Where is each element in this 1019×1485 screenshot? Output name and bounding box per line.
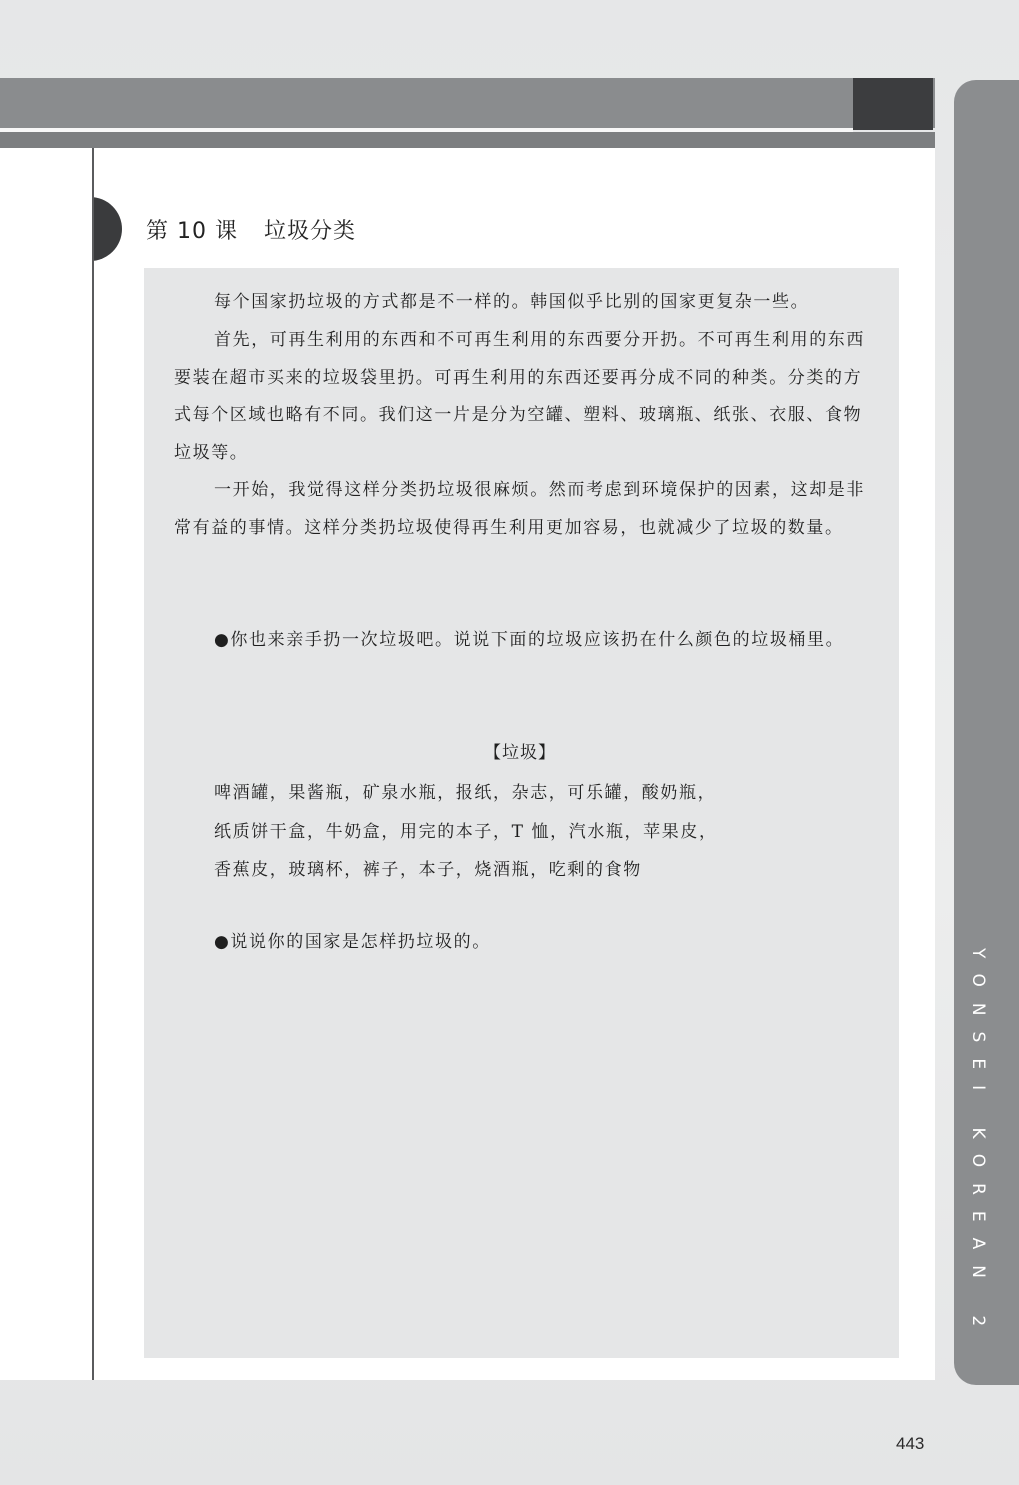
margin-line — [92, 148, 94, 1380]
lesson-number: 第 10 课 — [146, 219, 238, 244]
lesson-title — [146, 214, 356, 245]
task-prompt-1: ●你也来亲手扔一次垃圾吧。说说下面的垃圾应该扔在什么颜色的垃圾桶里。 — [214, 630, 845, 650]
garbage-list-line-2: 纸质饼干盒，牛奶盒，用完的本子，T 恤，汽水瓶，苹果皮， — [214, 822, 718, 842]
book-side-title-text: YONSEI KOREAN 2 — [968, 947, 988, 1343]
reading-paragraph-3: 一开始，我觉得这样分类扔垃圾很麻烦。然而考虑到环境保护的因素，这却是非常有益的事情。这样分类扔垃圾使得再生利用更加容易，也就减少了垃圾的数量。 — [174, 480, 865, 538]
book-side-title — [960, 930, 996, 1360]
reading-paragraph-1: 每个国家扔垃圾的方式都是不一样的。韩国似乎比别的国家更复杂一些。 — [214, 292, 810, 312]
page-number: 443 — [896, 1434, 925, 1453]
header-band-lower — [0, 132, 935, 148]
task-prompt-2: ●说说你的国家是怎样扔垃圾的。 — [214, 932, 491, 952]
margin-cover — [0, 148, 92, 348]
garbage-list-line-1: 啤酒罐，果酱瓶，矿泉水瓶，报纸，杂志，可乐罐，酸奶瓶， — [214, 783, 717, 803]
garbage-list-heading: 【垃圾】 — [484, 743, 556, 763]
garbage-list-line-3: 香蕉皮，玻璃杯，裤子，本子，烧酒瓶，吃剩的食物 — [214, 860, 642, 880]
reading-paragraph-2: 首先，可再生利用的东西和不可再生利用的东西要分开扔。不可再生利用的东西要装在超市买来的垃圾袋里扔。可再生利用的东西还要再分成不同的种类。分类的方式每个区域也略有不同。我们这一片是分为空罐、塑料、玻璃瓶、纸张、衣服、食物垃圾等。 — [174, 330, 865, 463]
lesson-name: 垃圾分类 — [263, 219, 356, 244]
header-band-dark-block — [853, 78, 933, 130]
header-band — [0, 78, 935, 128]
